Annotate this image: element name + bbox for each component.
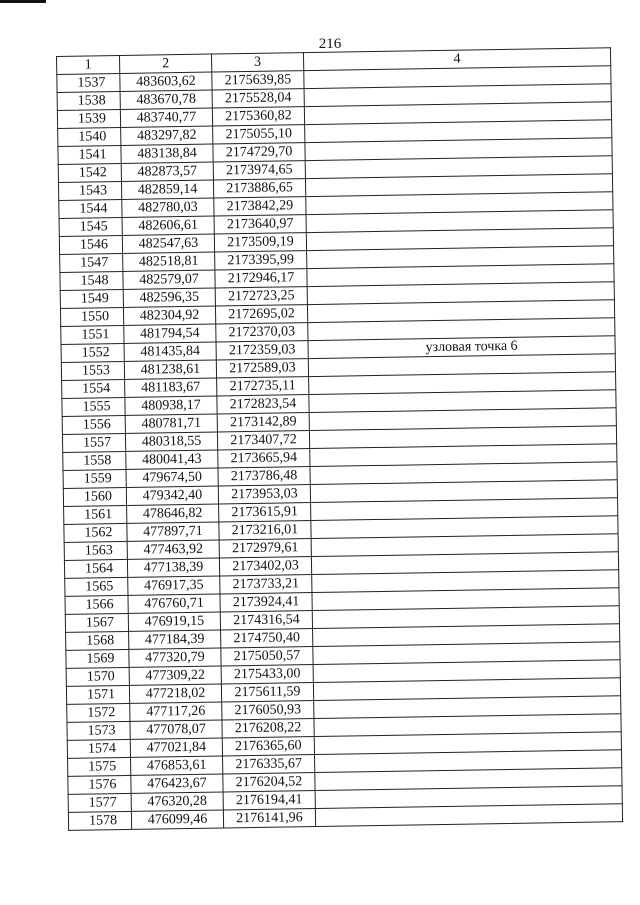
y-coordinate-cell: 2172735,11 [217, 377, 309, 396]
x-coordinate-cell: 482518,81 [123, 252, 215, 271]
point-number-cell: 1576 [68, 775, 131, 794]
point-number-cell: 1547 [60, 253, 123, 272]
y-coordinate-cell: 2176194,41 [223, 791, 315, 810]
point-number-cell: 1551 [61, 325, 124, 344]
x-coordinate-cell: 476099,46 [131, 810, 223, 829]
x-coordinate-cell: 481435,84 [124, 342, 216, 361]
y-coordinate-cell: 2172946,17 [215, 269, 307, 288]
y-coordinate-cell: 2173402,03 [219, 557, 311, 576]
x-coordinate-cell: 480781,71 [125, 414, 217, 433]
y-coordinate-cell: 2173216,01 [219, 521, 311, 540]
x-coordinate-cell: 477218,02 [129, 684, 221, 703]
point-number-cell: 1573 [67, 721, 130, 740]
point-number-cell: 1575 [68, 757, 131, 776]
point-number-cell: 1567 [65, 613, 128, 632]
x-coordinate-cell: 477897,71 [127, 522, 219, 541]
y-coordinate-cell: 2176204,52 [223, 773, 315, 792]
point-number-cell: 1543 [58, 181, 121, 200]
note-cell [315, 804, 622, 827]
point-number-cell: 1563 [64, 541, 127, 560]
y-coordinate-cell: 2174729,70 [213, 143, 305, 162]
point-number-cell: 1557 [62, 433, 125, 452]
y-coordinate-cell: 2175433,00 [221, 665, 313, 684]
y-coordinate-cell: 2176365,60 [222, 737, 314, 756]
x-coordinate-cell: 481183,67 [125, 378, 217, 397]
point-number-cell: 1556 [62, 415, 125, 434]
y-coordinate-cell: 2173665,94 [218, 449, 310, 468]
x-coordinate-cell: 482304,92 [123, 306, 215, 325]
y-coordinate-cell: 2172723,25 [215, 287, 307, 306]
column-header-2: 2 [120, 54, 212, 73]
y-coordinate-cell: 2175528,04 [212, 89, 304, 108]
y-coordinate-cell: 2172979,61 [219, 539, 311, 558]
point-number-cell: 1553 [61, 361, 124, 380]
point-number-cell: 1539 [57, 109, 120, 128]
x-coordinate-cell: 480318,55 [125, 432, 217, 451]
x-coordinate-cell: 482547,63 [122, 234, 214, 253]
y-coordinate-cell: 2172589,03 [216, 359, 308, 378]
x-coordinate-cell: 480041,43 [126, 450, 218, 469]
x-coordinate-cell: 476320,28 [131, 792, 223, 811]
x-coordinate-cell: 477463,92 [127, 540, 219, 559]
x-coordinate-cell: 479342,40 [126, 486, 218, 505]
x-coordinate-cell: 482873,57 [121, 162, 213, 181]
point-number-cell: 1569 [66, 649, 129, 668]
x-coordinate-cell: 477320,79 [129, 648, 221, 667]
point-number-cell: 1566 [65, 595, 128, 614]
y-coordinate-cell: 2176141,96 [223, 809, 315, 828]
point-number-cell: 1559 [63, 469, 126, 488]
point-number-cell: 1542 [58, 163, 121, 182]
x-coordinate-cell: 479674,50 [126, 468, 218, 487]
x-coordinate-cell: 477184,39 [129, 630, 221, 649]
x-coordinate-cell: 481238,61 [124, 360, 216, 379]
y-coordinate-cell: 2172823,54 [217, 395, 309, 414]
y-coordinate-cell: 2175055,10 [213, 125, 305, 144]
y-coordinate-cell: 2173974,65 [213, 161, 305, 180]
x-coordinate-cell: 480938,17 [125, 396, 217, 415]
point-number-cell: 1546 [59, 235, 122, 254]
point-number-cell: 1570 [66, 667, 129, 686]
point-number-cell: 1554 [62, 379, 125, 398]
x-coordinate-cell: 481794,54 [124, 324, 216, 343]
note-text: узловая точка 6 [425, 338, 518, 356]
x-coordinate-cell: 483670,78 [120, 90, 212, 109]
x-coordinate-cell: 476423,67 [131, 774, 223, 793]
y-coordinate-cell: 2174750,40 [221, 629, 313, 648]
y-coordinate-cell: 2173953,03 [218, 485, 310, 504]
y-coordinate-cell: 2175360,82 [212, 107, 304, 126]
point-number-cell: 1544 [59, 199, 122, 218]
x-coordinate-cell: 482596,35 [123, 288, 215, 307]
x-coordinate-cell: 477021,84 [130, 738, 222, 757]
x-coordinate-cell: 483603,62 [120, 72, 212, 91]
y-coordinate-cell: 2174316,54 [220, 611, 312, 630]
column-header-3: 3 [211, 53, 303, 72]
x-coordinate-cell: 477078,07 [130, 720, 222, 739]
x-coordinate-cell: 482780,03 [122, 198, 214, 217]
page-number: 216 [318, 36, 342, 52]
y-coordinate-cell: 2175050,57 [221, 647, 313, 666]
point-number-cell: 1538 [57, 91, 120, 110]
x-coordinate-cell: 476853,61 [131, 756, 223, 775]
column-header-4: 4 [303, 48, 610, 71]
y-coordinate-cell: 2176208,22 [222, 719, 314, 738]
x-coordinate-cell: 478646,82 [127, 504, 219, 523]
y-coordinate-cell: 2173842,29 [214, 197, 306, 216]
y-coordinate-cell: 2176050,93 [222, 701, 314, 720]
point-number-cell: 1564 [64, 559, 127, 578]
point-number-cell: 1558 [63, 451, 126, 470]
x-coordinate-cell: 483297,82 [121, 126, 213, 145]
x-coordinate-cell: 483740,77 [120, 108, 212, 127]
y-coordinate-cell: 2172370,03 [216, 323, 308, 342]
y-coordinate-cell: 2173640,97 [214, 215, 306, 234]
x-coordinate-cell: 477138,39 [127, 558, 219, 577]
y-coordinate-cell: 2172359,03 [216, 341, 308, 360]
y-coordinate-cell: 2173886,65 [213, 179, 305, 198]
x-coordinate-cell: 482606,61 [122, 216, 214, 235]
y-coordinate-cell: 2176335,67 [223, 755, 315, 774]
y-coordinate-cell: 2173395,99 [215, 251, 307, 270]
point-number-cell: 1578 [68, 811, 131, 830]
x-coordinate-cell: 476760,71 [128, 594, 220, 613]
y-coordinate-cell: 2173733,21 [220, 575, 312, 594]
point-number-cell: 1571 [66, 685, 129, 704]
x-coordinate-cell: 482579,07 [123, 270, 215, 289]
x-coordinate-cell: 482859,14 [121, 180, 213, 199]
y-coordinate-cell: 2173615,91 [219, 503, 311, 522]
point-number-cell: 1550 [60, 307, 123, 326]
point-number-cell: 1540 [58, 127, 121, 146]
point-number-cell: 1560 [63, 487, 126, 506]
column-header-1: 1 [57, 56, 120, 75]
y-coordinate-cell: 2173142,89 [217, 413, 309, 432]
point-number-cell: 1565 [65, 577, 128, 596]
coordinates-table [56, 47, 623, 831]
y-coordinate-cell: 2173924,41 [220, 593, 312, 612]
point-number-cell: 1541 [58, 145, 121, 164]
point-number-cell: 1572 [67, 703, 130, 722]
point-number-cell: 1549 [60, 289, 123, 308]
point-number-cell: 1574 [67, 739, 130, 758]
x-coordinate-cell: 476917,35 [128, 576, 220, 595]
x-coordinate-cell: 477117,26 [130, 702, 222, 721]
y-coordinate-cell: 2175611,59 [221, 683, 313, 702]
x-coordinate-cell: 477309,22 [129, 666, 221, 685]
point-number-cell: 1568 [66, 631, 129, 650]
point-number-cell: 1561 [64, 505, 127, 524]
point-number-cell: 1545 [59, 217, 122, 236]
point-number-cell: 1577 [68, 793, 131, 812]
x-coordinate-cell: 476919,15 [128, 612, 220, 631]
y-coordinate-cell: 2175639,85 [212, 71, 304, 90]
point-number-cell: 1562 [64, 523, 127, 542]
x-coordinate-cell: 483138,84 [121, 144, 213, 163]
y-coordinate-cell: 2172695,02 [215, 305, 307, 324]
point-number-cell: 1552 [61, 343, 124, 362]
scan-edge-mark [0, 0, 46, 3]
point-number-cell: 1548 [60, 271, 123, 290]
point-number-cell: 1537 [57, 74, 120, 93]
y-coordinate-cell: 2173509,19 [214, 233, 306, 252]
y-coordinate-cell: 2173407,72 [217, 431, 309, 450]
table-body [57, 66, 623, 831]
y-coordinate-cell: 2173786,48 [218, 467, 310, 486]
point-number-cell: 1555 [62, 397, 125, 416]
